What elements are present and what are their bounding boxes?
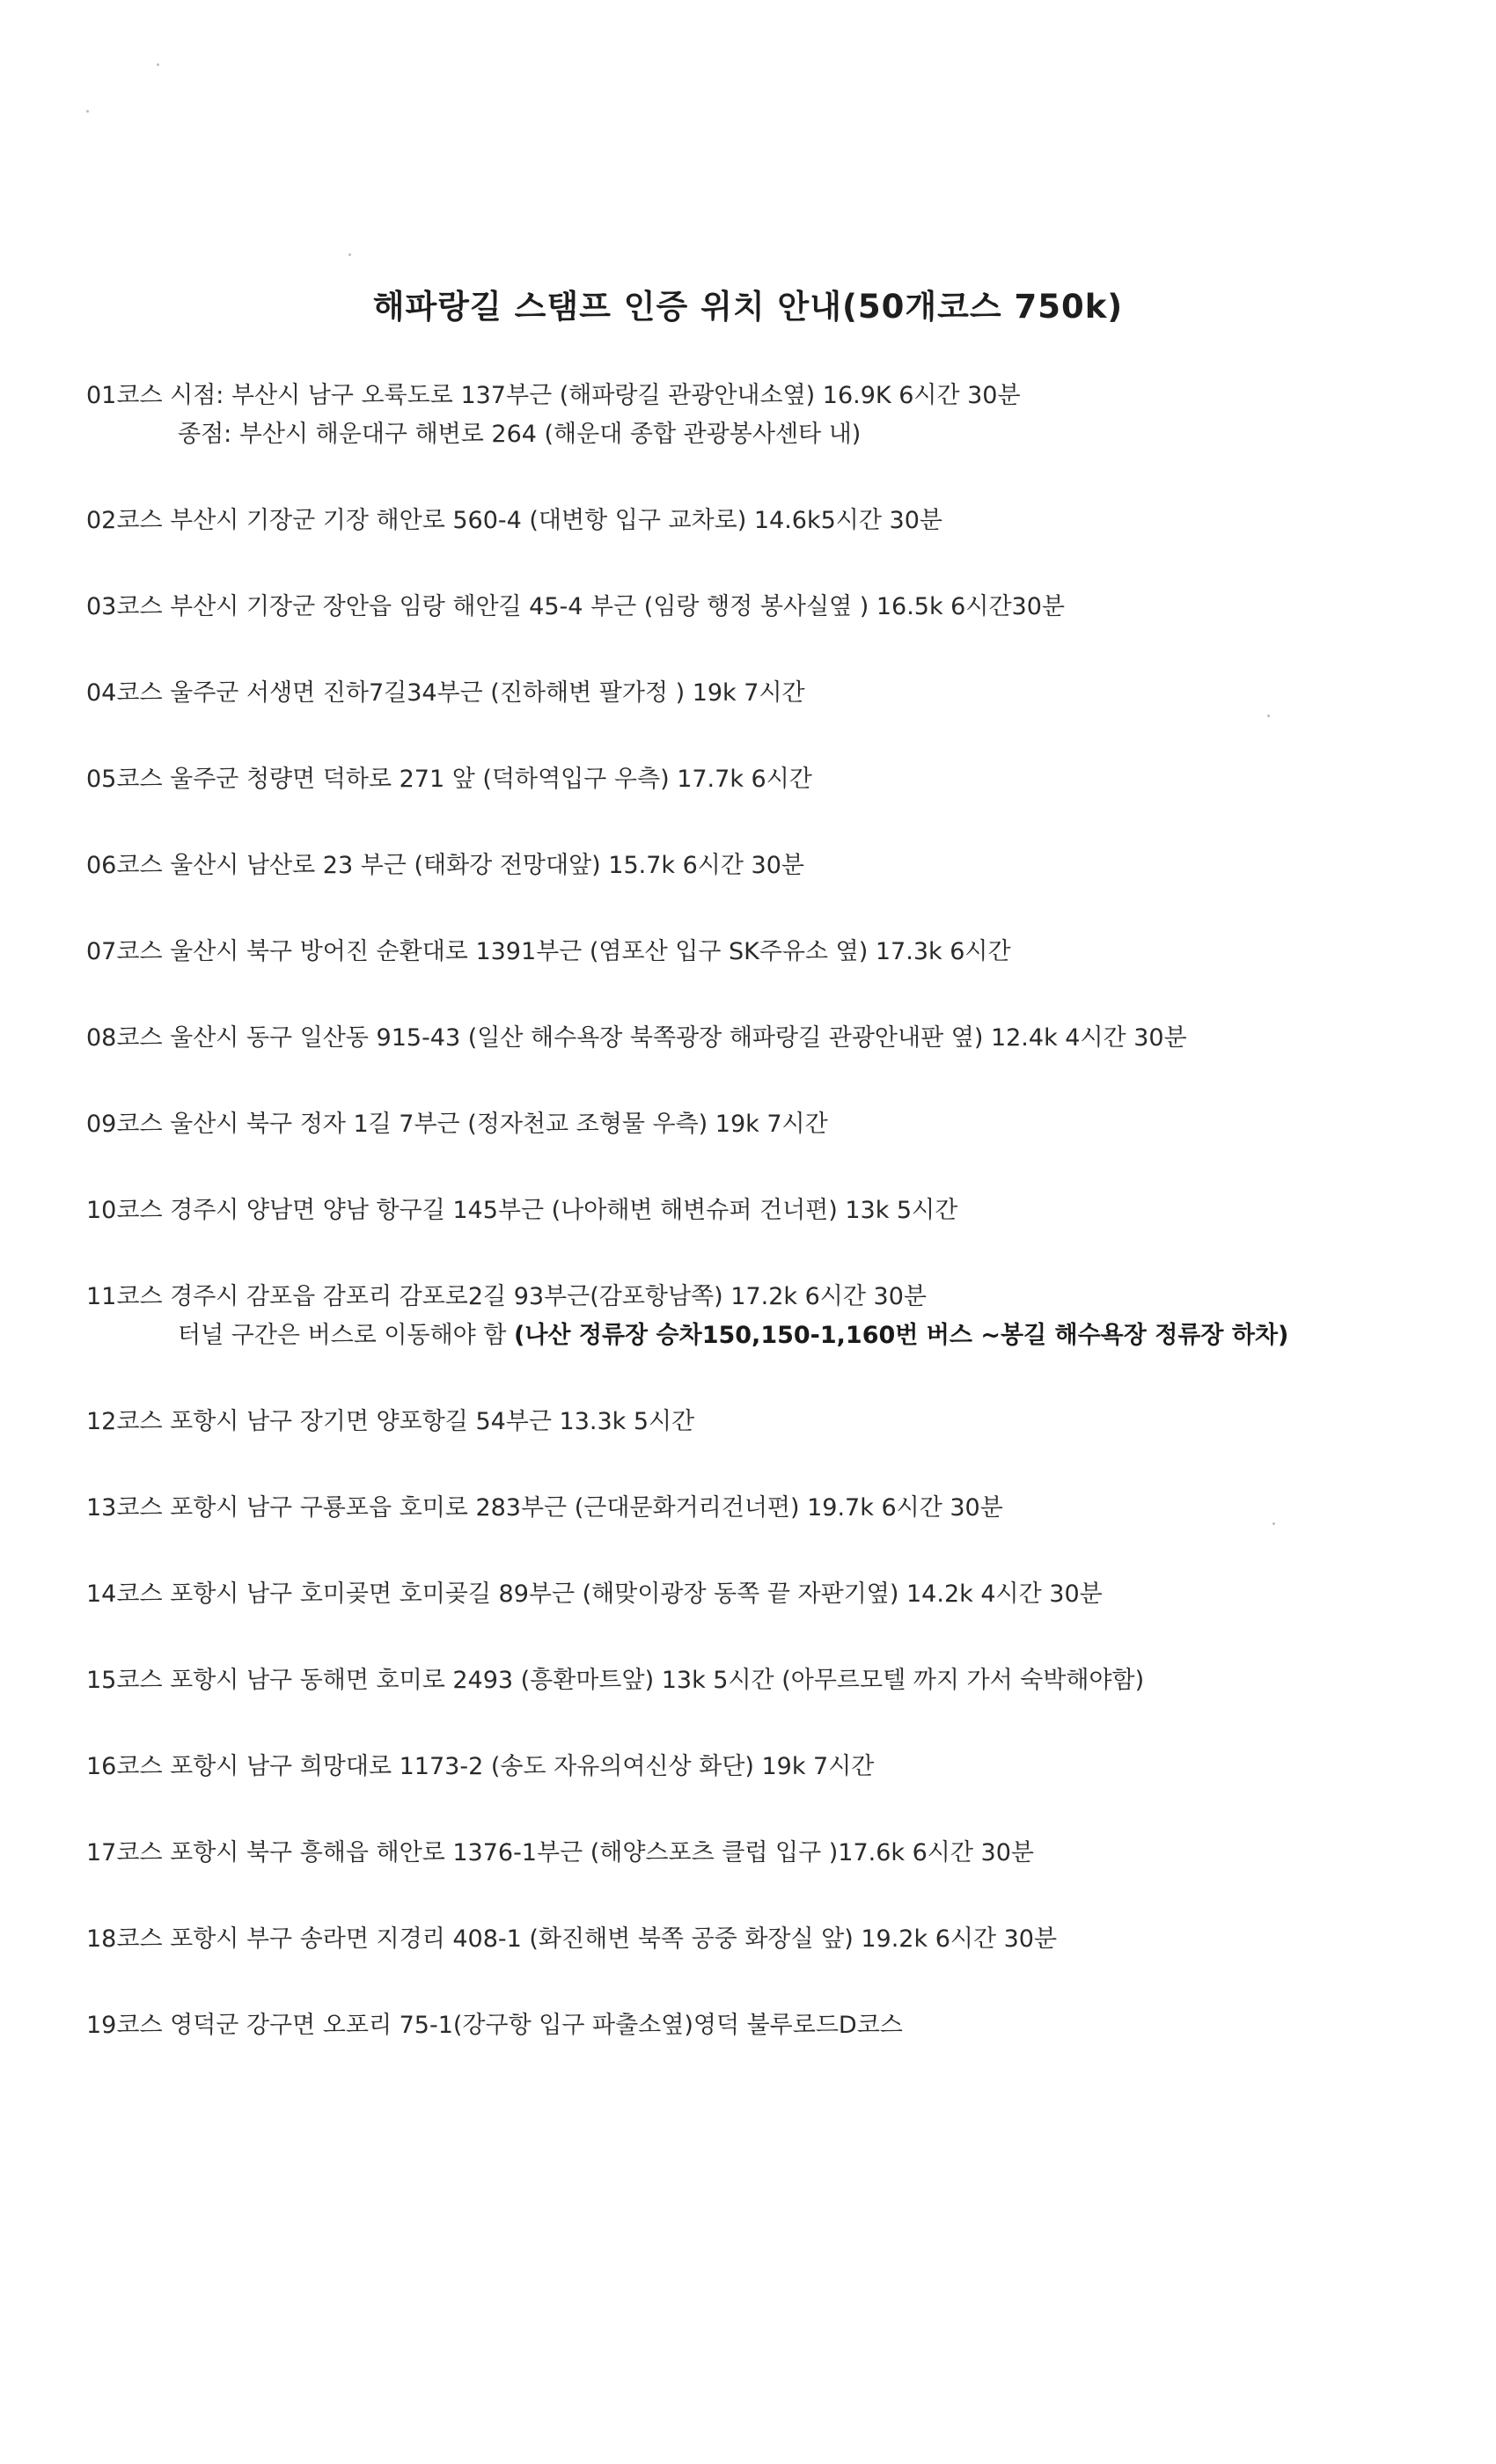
course-entry [86,502,1459,540]
course-line [86,933,1459,972]
course-code: 12코스 [86,1408,163,1435]
course-code: 07코스 [86,938,163,965]
course-code: 06코스 [86,852,163,879]
course-line [86,1920,1459,1959]
course-line [86,1834,1459,1873]
course-location: 포항시 부구 송라면 지경리 408-1 (화진해변 북쪽 공중 화장실 앞) 19.2k 6시간 30분 [170,1925,1058,1953]
course-line [86,1403,1459,1441]
course-subline [86,415,1459,454]
course-code: 11코스 [86,1283,163,1310]
course-line [86,1278,1459,1316]
course-entry [86,1403,1459,1441]
course-entry [86,933,1459,972]
course-location: 울주군 서생면 진하7길34부근 (진하해변 팔가정 ) 19k 7시간 [170,679,805,707]
scan-speck [157,63,159,66]
course-entry [86,1920,1459,1959]
course-location: 포항시 남구 동해면 호미로 2493 (흥환마트앞) 13k 5시간 (아무르모텔 까지 가서 숙박해야함) [170,1667,1145,1694]
course-entry [86,1105,1459,1144]
course-location: 종점: 부산시 해운대구 해변로 264 (해운대 종합 관광봉사센타 내) [178,421,862,448]
course-entry [86,1834,1459,1873]
course-location: 울산시 북구 정자 1길 7부근 (정자천교 조형물 우측) 19k 7시간 [170,1111,828,1138]
course-code: 05코스 [86,766,163,793]
course-code: 04코스 [86,679,163,707]
course-line [86,760,1459,799]
course-entry [86,1575,1459,1614]
course-location: 울산시 동구 일산동 915-43 (일산 해수욕장 북쪽광장 해파랑길 관광안내판 옆) 12.4k 4시간 30분 [170,1024,1187,1052]
course-location: 울산시 북구 방어진 순환대로 1391부근 (염포산 입구 SK주유소 옆) 17.3k 6시간 [170,938,1011,965]
course-line [86,1661,1459,1700]
course-line [86,1748,1459,1786]
course-location: 포항시 남구 희망대로 1173-2 (송도 자유의여신상 화단) 19k 7시간 [170,1753,875,1780]
course-code: 18코스 [86,1925,163,1953]
course-location: 포항시 남구 구룡포읍 호미로 283부근 (근대문화거리건너편) 19.7k 6시간 30분 [170,1494,1003,1522]
course-note [86,1316,1459,1355]
course-code: 15코스 [86,1667,163,1694]
course-location: 부산시 기장군 장안읍 임랑 해안길 45-4 부근 (임랑 행정 봉사실옆 ) 16.5k 6시간30분 [170,593,1065,620]
course-entry [86,1278,1459,1355]
course-line [86,377,1459,415]
course-code: 17코스 [86,1839,163,1866]
course-code: 16코스 [86,1753,163,1780]
course-code: 08코스 [86,1024,163,1052]
course-line [86,2006,1459,2045]
course-entry [86,588,1459,627]
course-location: 경주시 양남면 양남 항구길 145부근 (나아해변 해변슈퍼 건너편) 13k 5시간 [170,1197,958,1224]
course-location: 포항시 남구 장기면 양포항길 54부근 13.3k 5시간 [170,1408,695,1435]
course-location: 포항시 남구 호미곶면 호미곶길 89부근 (해맞이광장 동쪽 끝 자판기옆) 14.2k 4시간 30분 [170,1580,1103,1608]
course-code: 03코스 [86,593,163,620]
course-entry [86,760,1459,799]
course-entry [86,674,1459,713]
scan-speck [86,110,89,113]
course-entry [86,1019,1459,1058]
course-entry [86,1489,1459,1528]
course-location: 울주군 청량면 덕하로 271 앞 (덕하역입구 우측) 17.7k 6시간 [170,766,812,793]
course-note-bus-info: (나산 정류장 승차150,150-1,160번 버스 ~봉길 해수욕장 정류장 하차) [513,1322,1289,1349]
course-code: 19코스 [86,2012,163,2039]
course-location: 영덕군 강구면 오포리 75-1(강구항 입구 파출소옆)영덕 불루로드D코스 [170,2012,903,2039]
course-entry [86,377,1459,454]
course-entry [86,847,1459,885]
course-line [86,1019,1459,1058]
course-location: 포항시 북구 흥해읍 해안로 1376-1부근 (해양스포츠 클럽 입구 )17.6k 6시간 30분 [170,1839,1034,1866]
course-note-text: 터널 구간은 버스로 이동해야 함 [178,1322,514,1349]
course-location: 경주시 감포읍 감포리 감포로2길 93부근(감포항남쪽) 17.2k 6시간 30분 [170,1283,927,1310]
course-code: 02코스 [86,507,163,534]
course-code: 10코스 [86,1197,163,1224]
course-line [86,1105,1459,1144]
course-location: 시점: 부산시 남구 오륙도로 137부근 (해파랑길 관광안내소옆) 16.9K 6시간 30분 [170,382,1021,409]
course-entry [86,1192,1459,1230]
course-entry [86,2006,1459,2045]
course-location: 울산시 남산로 23 부근 (태화강 전망대앞) 15.7k 6시간 30분 [170,852,804,879]
course-entry [86,1748,1459,1786]
course-line [86,847,1459,885]
course-code: 01코스 [86,382,163,409]
course-line [86,1575,1459,1614]
course-code: 09코스 [86,1111,163,1138]
course-location: 부산시 기장군 기장 해안로 560-4 (대변항 입구 교차로) 14.6k5시간 30분 [170,507,942,534]
course-line [86,1192,1459,1230]
document-title: 해파랑길 스탬프 인증 위치 안내(50개코스 750k) [372,288,1124,326]
course-code: 14코스 [86,1580,163,1608]
course-line [86,588,1459,627]
scan-speck [348,253,351,256]
course-list [86,377,1459,2093]
course-line [86,502,1459,540]
course-line [86,1489,1459,1528]
course-entry [86,1661,1459,1700]
course-code: 13코스 [86,1494,163,1522]
course-line [86,674,1459,713]
